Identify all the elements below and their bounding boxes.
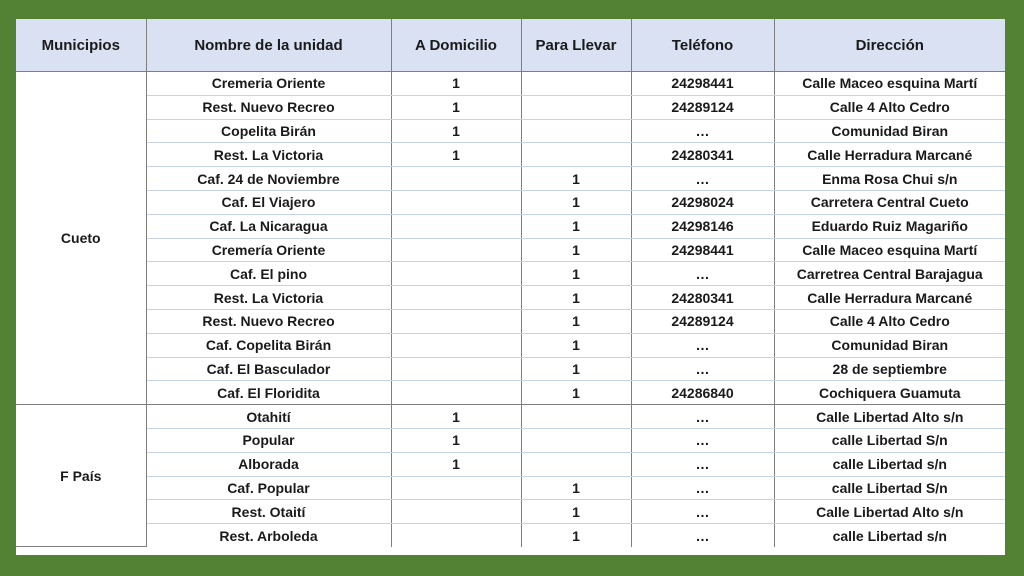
header-municipios: Municipios xyxy=(16,19,146,72)
unit-name-cell: Caf. La Nicaragua xyxy=(146,214,391,238)
unit-name-cell: Caf. Copelita Birán xyxy=(146,333,391,357)
direccion-cell: Calle 4 Alto Cedro xyxy=(774,309,1005,333)
units-table-sheet xyxy=(16,19,1005,555)
para-llevar-cell: 1 xyxy=(521,190,631,214)
para-llevar-cell xyxy=(521,428,631,452)
telefono-cell: … xyxy=(631,333,774,357)
a-domicilio-cell xyxy=(391,476,521,500)
header-telefono: Teléfono xyxy=(631,19,774,72)
a-domicilio-cell xyxy=(391,286,521,310)
unit-name-cell: Cremería Oriente xyxy=(146,238,391,262)
para-llevar-cell: 1 xyxy=(521,476,631,500)
telefono-cell: 24298441 xyxy=(631,238,774,262)
para-llevar-cell: 1 xyxy=(521,524,631,547)
unit-name-cell: Rest. Otaití xyxy=(146,500,391,524)
telefono-cell: 24286840 xyxy=(631,381,774,405)
para-llevar-cell: 1 xyxy=(521,309,631,333)
unit-name-cell: Caf. El Floridita xyxy=(146,381,391,405)
table-row xyxy=(16,286,1005,310)
table-row xyxy=(16,500,1005,524)
a-domicilio-cell: 1 xyxy=(391,428,521,452)
a-domicilio-cell: 1 xyxy=(391,95,521,119)
a-domicilio-cell xyxy=(391,262,521,286)
table-row xyxy=(16,405,1005,429)
unit-name-cell: Cremeria Oriente xyxy=(146,72,391,96)
para-llevar-cell: 1 xyxy=(521,333,631,357)
unit-name-cell: Rest. La Victoria xyxy=(146,286,391,310)
direccion-cell: Cochiquera Guamuta xyxy=(774,381,1005,405)
table-row xyxy=(16,524,1005,547)
table-body xyxy=(16,72,1005,547)
a-domicilio-cell: 1 xyxy=(391,405,521,429)
table-row xyxy=(16,357,1005,381)
a-domicilio-cell: 1 xyxy=(391,119,521,143)
direccion-cell: Comunidad Biran xyxy=(774,333,1005,357)
direccion-cell: Calle Libertad Alto s/n xyxy=(774,405,1005,429)
direccion-cell: Enma Rosa Chui s/n xyxy=(774,167,1005,191)
table-row xyxy=(16,143,1005,167)
telefono-cell: … xyxy=(631,428,774,452)
para-llevar-cell xyxy=(521,95,631,119)
municipio-cell: F País xyxy=(16,405,146,547)
table-row xyxy=(16,381,1005,405)
telefono-cell: 24280341 xyxy=(631,286,774,310)
a-domicilio-cell xyxy=(391,524,521,547)
table-row xyxy=(16,309,1005,333)
direccion-cell: calle Libertad S/n xyxy=(774,428,1005,452)
unit-name-cell: Caf. El Basculador xyxy=(146,357,391,381)
units-table xyxy=(16,19,1005,547)
a-domicilio-cell xyxy=(391,167,521,191)
para-llevar-cell: 1 xyxy=(521,381,631,405)
para-llevar-cell: 1 xyxy=(521,238,631,262)
a-domicilio-cell xyxy=(391,357,521,381)
table-row xyxy=(16,428,1005,452)
header-para-llevar: Para Llevar xyxy=(521,19,631,72)
para-llevar-cell: 1 xyxy=(521,286,631,310)
table-row xyxy=(16,190,1005,214)
telefono-cell: 24298024 xyxy=(631,190,774,214)
table-row xyxy=(16,333,1005,357)
municipio-cell: Cueto xyxy=(16,72,146,405)
a-domicilio-cell xyxy=(391,190,521,214)
table-row xyxy=(16,238,1005,262)
direccion-cell: Carretrea Central Barajagua xyxy=(774,262,1005,286)
unit-name-cell: Rest. La Victoria xyxy=(146,143,391,167)
telefono-cell: … xyxy=(631,500,774,524)
unit-name-cell: Caf. Popular xyxy=(146,476,391,500)
header-direccion: Dirección xyxy=(774,19,1005,72)
para-llevar-cell: 1 xyxy=(521,167,631,191)
unit-name-cell: Caf. 24 de Noviembre xyxy=(146,167,391,191)
direccion-cell: Calle Maceo esquina Martí xyxy=(774,238,1005,262)
para-llevar-cell: 1 xyxy=(521,500,631,524)
para-llevar-cell: 1 xyxy=(521,262,631,286)
table-row xyxy=(16,214,1005,238)
telefono-cell: … xyxy=(631,262,774,286)
direccion-cell: Calle Libertad Alto s/n xyxy=(774,500,1005,524)
unit-name-cell: Caf. El Viajero xyxy=(146,190,391,214)
telefono-cell: 24298441 xyxy=(631,72,774,96)
telefono-cell: … xyxy=(631,357,774,381)
telefono-cell: … xyxy=(631,476,774,500)
telefono-cell: … xyxy=(631,119,774,143)
unit-name-cell: Caf. El pino xyxy=(146,262,391,286)
header-row xyxy=(16,19,1005,72)
telefono-cell: 24289124 xyxy=(631,95,774,119)
telefono-cell: … xyxy=(631,405,774,429)
para-llevar-cell xyxy=(521,119,631,143)
direccion-cell: Carretera Central Cueto xyxy=(774,190,1005,214)
direccion-cell: Calle Herradura Marcané xyxy=(774,143,1005,167)
telefono-cell: … xyxy=(631,524,774,547)
para-llevar-cell xyxy=(521,72,631,96)
direccion-cell: calle Libertad s/n xyxy=(832,527,947,544)
direccion-cell: Calle Herradura Marcané xyxy=(774,286,1005,310)
a-domicilio-cell xyxy=(391,381,521,405)
a-domicilio-cell: 1 xyxy=(391,143,521,167)
table-row xyxy=(16,95,1005,119)
telefono-cell: 24298146 xyxy=(631,214,774,238)
unit-name-cell: Copelita Birán xyxy=(146,119,391,143)
direccion-cell: calle Libertad s/n xyxy=(774,452,1005,476)
para-llevar-cell: 1 xyxy=(521,357,631,381)
direccion-cell: Eduardo Ruiz Magariño xyxy=(774,214,1005,238)
telefono-cell: 24280341 xyxy=(631,143,774,167)
unit-name-cell: Popular xyxy=(146,428,391,452)
a-domicilio-cell xyxy=(391,238,521,262)
unit-name-cell: Rest. Nuevo Recreo xyxy=(146,309,391,333)
a-domicilio-cell xyxy=(391,500,521,524)
telefono-cell: … xyxy=(631,167,774,191)
unit-name-cell: Otahití xyxy=(146,405,391,429)
direccion-cell: Calle Maceo esquina Martí xyxy=(774,72,1005,96)
telefono-cell: 24289124 xyxy=(631,309,774,333)
direccion-cell: calle Libertad S/n xyxy=(774,476,1005,500)
para-llevar-cell xyxy=(521,143,631,167)
para-llevar-cell: 1 xyxy=(521,214,631,238)
unit-name-cell: Rest. Arboleda xyxy=(146,524,391,547)
a-domicilio-cell: 1 xyxy=(391,72,521,96)
table-row xyxy=(16,72,1005,96)
direccion-cell: Comunidad Biran xyxy=(774,119,1005,143)
table-row xyxy=(16,167,1005,191)
a-domicilio-cell xyxy=(391,309,521,333)
direccion-cell: Calle 4 Alto Cedro xyxy=(774,95,1005,119)
header-a-domicilio: A Domicilio xyxy=(391,19,521,72)
unit-name-cell: Rest. Nuevo Recreo xyxy=(146,95,391,119)
header-nombre-unidad: Nombre de la unidad xyxy=(146,19,391,72)
telefono-cell: … xyxy=(631,452,774,476)
unit-name-cell: Alborada xyxy=(146,452,391,476)
para-llevar-cell xyxy=(521,405,631,429)
a-domicilio-cell xyxy=(391,214,521,238)
table-row xyxy=(16,476,1005,500)
table-row xyxy=(16,119,1005,143)
direccion-cell: 28 de septiembre xyxy=(774,357,1005,381)
table-row xyxy=(16,262,1005,286)
a-domicilio-cell xyxy=(391,333,521,357)
a-domicilio-cell: 1 xyxy=(391,452,521,476)
table-row xyxy=(16,452,1005,476)
para-llevar-cell xyxy=(521,452,631,476)
